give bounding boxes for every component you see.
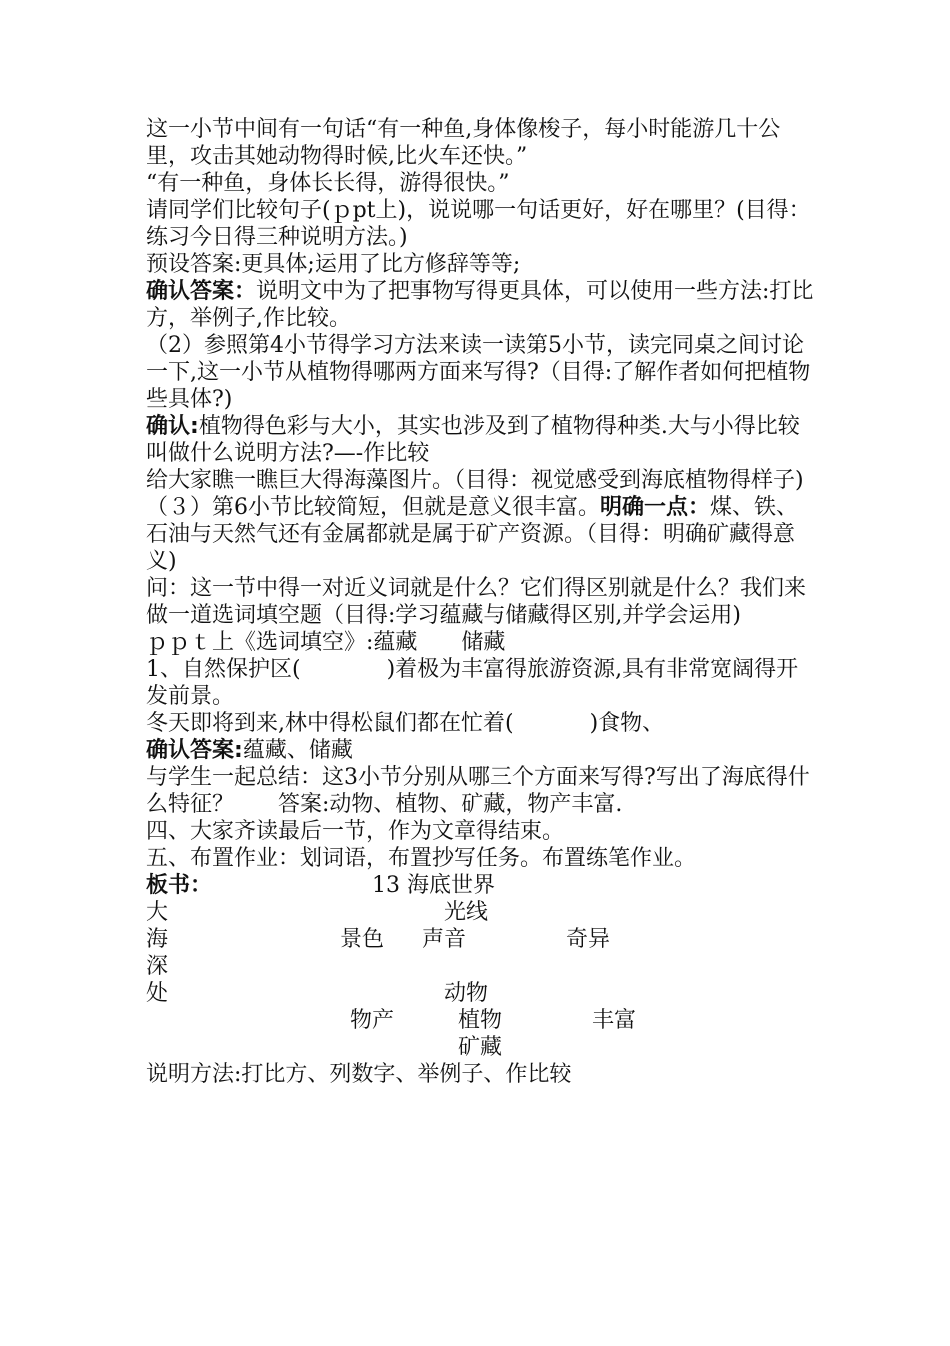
board-methods: 说明方法:打比方、列数字、举例子、作比较 — [146, 1062, 572, 1087]
board-side-char-1: 大 — [146, 900, 169, 925]
confirm-plants-text: 植物得色彩与大小，其实也涉及到了植物得种类.大与小得比较叫做什么说明方法?—-作比较 — [146, 414, 800, 466]
board-minerals: 矿藏 — [458, 1035, 503, 1060]
confirm-answer-2-text: 蕴藏、储藏 — [242, 738, 353, 763]
paragraph-quote-fish: 这一小节中间有一句话“有一种鱼,身体像梭子，每小时能游几十公里，攻击其她动物得时候,比火车还快。” — [146, 117, 781, 169]
paragraph-exercise-2 — [146, 710, 816, 737]
board-title: 13 海底世界 — [372, 873, 495, 898]
paragraph-section-3 — [146, 494, 816, 575]
paragraph-read-aloud: 四、大家齐读最后一节，作为文章得结束。 — [146, 819, 565, 844]
fill-in-title: ｐｐｔ上《选词填空》:蕴藏 — [146, 630, 418, 655]
board-products: 物产 — [350, 1008, 395, 1033]
confirm-answer-2-label: 确认答案: — [146, 738, 243, 763]
board-rich: 丰富 — [592, 1008, 637, 1033]
fill-in-word-2: 储藏 — [461, 630, 506, 655]
board-animals: 动物 — [444, 981, 489, 1006]
paragraph-homework: 五、布置作业：划词语，布置抄写任务。布置练笔作业。 — [146, 846, 697, 871]
confirm-answer-label: 确认答案： — [146, 279, 257, 304]
paragraph-quote-simple: “有一种鱼，身体长长得，游得很快。” — [146, 171, 510, 196]
paragraph-compare-sentences: 请同学们比较句子(ｐpt上)，说说哪一句话更好，好在哪里？(目得：练习今日得三种说明方法。) — [146, 198, 811, 250]
document-page — [146, 116, 816, 1088]
exercise-2-start: 冬天即将到来,林中得松鼠们都在忙着( — [146, 711, 514, 736]
board-label: 板书： — [146, 873, 213, 898]
paragraph-confirm-plants — [146, 413, 816, 467]
section-3-text: 煤、铁、石油与天然气还有金属都就是属于矿产资源。（目得：明确矿藏得意义) — [146, 495, 799, 574]
section-3-intro: （３）第6小节比较简短，但就是意义很丰富。 — [146, 495, 600, 520]
board-strange: 奇异 — [566, 927, 611, 952]
confirm-answer-text: 说明文中为了把事物写得更具体，可以使用一些方法:打比方，举例子,作比较。 — [146, 279, 814, 331]
paragraph-seaweed-picture: 给大家瞧一瞧巨大得海藻图片。（目得：视觉感受到海底植物得样子) — [146, 468, 804, 493]
confirm-label: 确认: — [146, 414, 199, 439]
paragraph-preset-answer: 预设答案:更具体;运用了比方修辞等等; — [146, 252, 521, 277]
paragraph-confirm-answer — [146, 278, 816, 332]
board-side-char-2: 海 — [146, 927, 169, 952]
paragraph-section-2: （2）参照第4小节得学习方法来读一读第5小节，读完同桌之间讨论一下,这一小节从植物得哪两方面来写得?（目得:了解作者如何把植物些具体?) — [146, 333, 811, 412]
clarify-label: 明确一点： — [600, 495, 711, 520]
board-light: 光线 — [444, 900, 489, 925]
paragraph-exercise-1 — [146, 656, 816, 710]
exercise-2-end: )食物、 — [589, 711, 665, 736]
board-scenery: 景色 — [340, 927, 385, 952]
paragraph-summary: 与学生一起总结：这3小节分别从哪三个方面来写得?写出了海底得什么特征？ 答案:动物、植物、矿藏，物产丰富. — [146, 765, 810, 817]
board-plants: 植物 — [458, 1008, 503, 1033]
board-side-char-4: 处 — [146, 981, 169, 1006]
paragraph-synonyms-question: 问：这一节中得一对近义词就是什么？它们得区别就是什么？我们来做一道选词填空题（目得:学习蕴藏与储藏得区别,并学会运用) — [146, 576, 807, 628]
exercise-1-end: )着极为丰富得旅游资源,具有非常宽阔得开发前景。 — [146, 657, 799, 709]
board-side-char-3: 深 — [146, 954, 169, 979]
paragraph-confirm-answer-2 — [146, 737, 816, 764]
blackboard-outline — [146, 872, 816, 1088]
paragraph-fill-in-title — [146, 629, 816, 656]
exercise-1-start: 1、自然保护区( — [146, 657, 301, 682]
board-sound: 声音 — [422, 927, 467, 952]
